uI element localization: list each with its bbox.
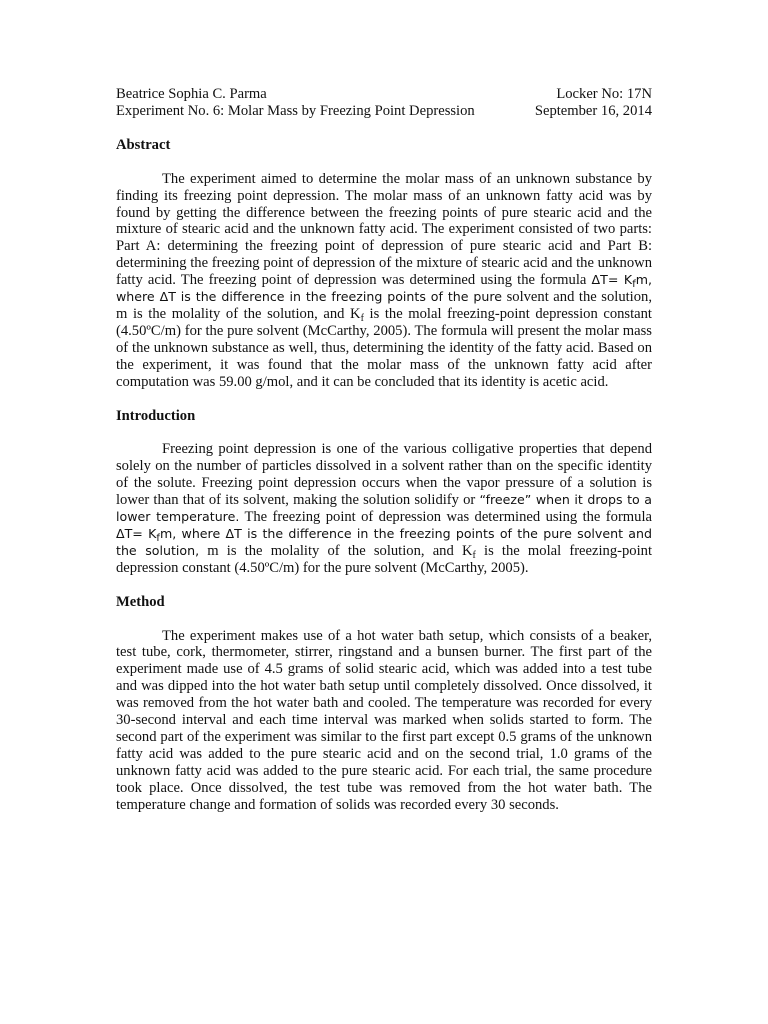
intro-quote: “freeze” when it drops to a lower temperature. <box>116 492 652 525</box>
author-name: Beatrice Sophia C. Parma <box>116 86 267 102</box>
abstract-text-3: is the molal freezing-point depression constant (4.50ºC/m) for the pure solvent (McCarthy, 2005). The formula will present the molar mass of the unknown substance as well, thus, determining the identity of the fatty acid. Based on the experiment, it was found that the molar mass of the unknown fatty acid after computation was 59.00 g/mol, and it can be concluded that its identity is acetic acid. <box>116 305 652 390</box>
abstract-paragraph <box>116 171 652 391</box>
intro-text-2: The freezing point of depression was determined using the formula <box>239 509 652 526</box>
intro-text-1: Freezing point depression is one of the various colligative properties that depend solely on the number of particles dissolved in a solvent rather than on the specific identity of the solute. Freezing point depression occurs when the vapor pressure of a solution is lower than that of its solvent, making the solution solidify or <box>116 441 652 509</box>
intro-formula-lhs: ΔT= K <box>116 525 157 541</box>
abstract-formula-lhs: ΔT= K <box>591 272 633 288</box>
intro-formula-tail: m, where ΔT is the difference in the freezing points of the pure solvent and the solution, <box>116 525 652 558</box>
experiment-date: September 16, 2014 <box>534 102 652 119</box>
method-heading: Method <box>116 593 165 610</box>
header-row-1 <box>116 86 652 103</box>
abstract-formula-sub: f <box>632 279 636 291</box>
abstract-text-1: The experiment aimed to determine the molar mass of an unknown substance by finding its freezing point depression. The molar mass of an unknown fatty acid was by found by getting the difference between the freezing points of pure stearic acid and the mixture of stearic acid and the unknown fatty acid. The experiment consisted of two parts: Part A: determining the freezing point of depression of pure stearic acid and Part B: determining the freezing point of depression of the mixture of stearic acid and the unknown fatty acid. The freezing point of depression was determined using the formula <box>116 170 652 289</box>
abstract-text-2: solvent and the solution, m is the molality of the solution, and K <box>116 289 652 322</box>
intro-text-4: is the molal freezing-point depression constant (4.50ºC/m) for the pure solvent (McCarthy, 2005). <box>116 542 653 576</box>
introduction-paragraph <box>116 441 652 576</box>
abstract-kf-sub: f <box>360 312 364 324</box>
method-paragraph: The experiment makes use of a hot water bath setup, which consists of a beaker, test tube, cork, thermometer, stirrer, ringstand and a bunsen burner. The first part of the experiment made use of 4.5 grams of solid stearic acid, which was added into a test tube and was dipped into the hot water bath setup until completely dissolved. Once dissolved, it was removed from the hot water bath and cooled. The temperature was recorded for every 30-second interval and each time interval was marked when solids started to form. The second part of the experiment was similar to the first part except 0.5 grams of the unknown fatty acid was added to the pure stearic acid and on the second trial, 1.0 grams of the unknown fatty acid was added to the pure stearic acid. For each trial, the same procedure took place. Once dissolved, the test tube was removed from the hot water bath. The temperature change and formation of solids was recorded every 30 seconds. <box>116 627 652 813</box>
intro-formula-sub: f <box>156 532 160 544</box>
intro-kf-sub: f <box>472 549 476 561</box>
introduction-heading: Introduction <box>116 407 196 424</box>
abstract-heading: Abstract <box>116 136 171 153</box>
locker-number: Locker No: 17N <box>556 86 652 102</box>
intro-text-3: m is the molality of the solution, and K <box>199 542 473 559</box>
abstract-formula-tail: m, where ΔT is the difference in the freezing points of the pure <box>116 272 652 305</box>
experiment-title: Experiment No. 6: Molar Mass by Freezing Point Depression <box>116 102 475 119</box>
header-row-2 <box>116 103 652 120</box>
